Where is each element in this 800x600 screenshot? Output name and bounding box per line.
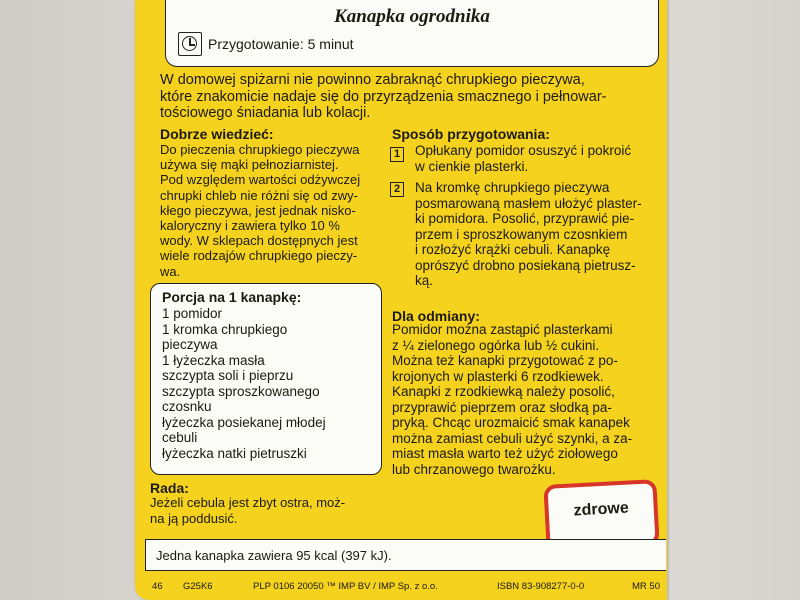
footer-isbn: ISBN 83-908277-0-0: [497, 581, 585, 592]
title-box: [165, 0, 659, 67]
badge-label: zdrowe: [573, 499, 630, 520]
nutrition-text: Jedna kanapka zawiera 95 kcal (397 kJ).: [156, 548, 392, 563]
ingredients-list: 1 pomidor 1 kromka chrupkiego pieczywa 1 łyżeczka masła szczypta soli i pieprzu szczypta sproszkowanego czosnku łyżeczka posiekanej młodej cebuli łyżeczka natki pietruszki: [162, 306, 326, 461]
footer-series: MR 50: [632, 581, 660, 592]
prep-time: Przygotowanie: 5 minut: [208, 36, 354, 52]
good-to-know-heading: Dobrze wiedzieć:: [160, 126, 274, 142]
step-number-1: 1: [390, 147, 404, 162]
step-1-text: Opłukany pomidor osuszyć i pokroić w cienkie plasterki.: [415, 143, 632, 174]
footer-page-number: 46: [152, 581, 163, 592]
step-2-text: Na kromkę chrupkiego pieczywa posmarowaną masłem ułożyć plaster- ki pomidora. Posolić, przyprawić pie- przem i sproszkowanym czosnkiem i rozłożyć krążki cebuli. Kanapkę oprószyć drobno posiekaną pietrusz- ką.: [415, 180, 642, 288]
tip-text: Jeżeli cebula jest zbyt ostra, moż- na ją poddusić.: [150, 495, 346, 526]
portion-heading: Porcja na 1 kanapkę:: [162, 289, 302, 305]
nutrition-box: [145, 539, 666, 571]
tip-heading: Rada:: [150, 480, 189, 496]
footer-code: G25K6: [183, 581, 213, 592]
recipe-title: Kanapka ogrodnika: [334, 6, 490, 27]
variant-heading: Dla odmiany:: [392, 308, 480, 324]
footer-publisher: PLP 0106 20050 ™ IMP BV / IMP Sp. z o.o.: [253, 581, 438, 592]
clock-icon: [178, 32, 202, 56]
step-number-2: 2: [390, 182, 404, 197]
intro-text: W domowej spiżarni nie powinno zabraknąć chrupkiego pieczywa, które znakomicie nadaje się do przyrządzenia smacznego i pełnowar- tościowego śniadania lub kolacji.: [160, 72, 607, 121]
good-to-know-text: Do pieczenia chrupkiego pieczywa używa się mąki pełnoziarnistej. Pod względem wartości odżywczej chrupki chleb nie różni się od zwy- kłego pieczywa, jest jednak nisko- kaloryczny i zawiera tylko 10 % wody. W sklepach dostępnych jest wiele rodzajów chrupkiego pieczy- wa.: [160, 142, 361, 279]
method-heading: Sposób przygotowania:: [392, 126, 550, 142]
variant-text: Pomidor można zastąpić plasterkami z ¼ zielonego ogórka lub ½ cukini. Można też kanapki przygotować z po- krojonych w plasterki 6 rzodkiewek. Kanapki z rzodkiewką należy posolić, przyprawić pieprzem oraz słodką pa- pryką. Chcąc urozmaicić smak kanapek można zamiast cebuli użyć szynki, a za- miast masła warto też użyć ziołowego lub chrzanowego twarożku.: [392, 322, 633, 477]
